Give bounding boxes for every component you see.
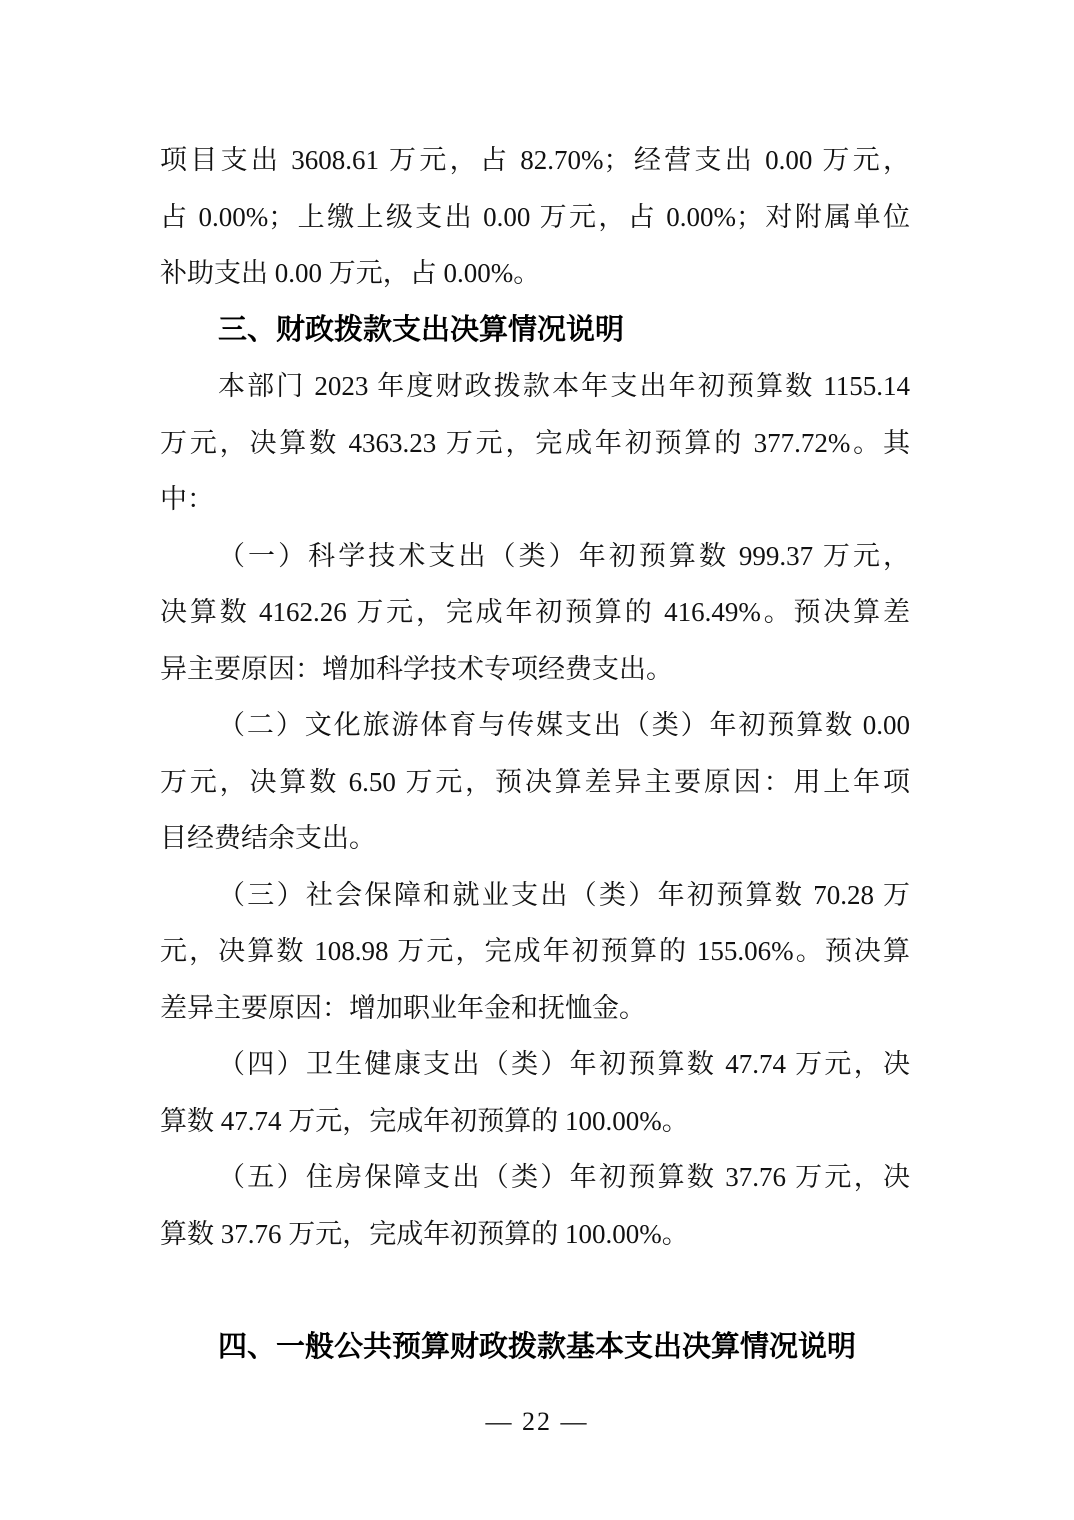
document-body (160, 132, 910, 1375)
body-line: 补助支出 0.00 万元，占 0.00%。 (160, 258, 541, 288)
body-line: （三）社会保障和就业支出（类）年初预算数 70.28 万 (218, 879, 910, 910)
body-line: 异主要原因：增加科学技术专项经费支出。 (160, 653, 673, 684)
body-line: 决算数 4162.26 万元，完成年初预算的 416.49%。预决算差 (160, 597, 910, 627)
body-line: 算数 37.76 万元，完成年初预算的 100.00%。 (160, 1218, 689, 1249)
body-line: 元，决算数 108.98 万元，完成年初预算的 155.06%。预决算 (160, 936, 910, 966)
section-4-heading: 四、一般公共预算财政拨款基本支出决算情况说明 (218, 1330, 857, 1363)
body-line: 万元，决算数 4363.23 万元，完成年初预算的 377.72%。其 (160, 427, 910, 458)
body-line: 中： (160, 484, 214, 514)
body-line: 目经费结余支出。 (160, 823, 376, 853)
page-number: — 22 — (485, 1407, 589, 1436)
body-line: 项目支出 3608.61 万元，占 82.70%；经营支出 0.00 万元， (160, 145, 910, 175)
body-line: （四）卫生健康支出（类）年初预算数 47.74 万元，决 (218, 1049, 910, 1079)
body-line: 本部门 2023 年度财政拨款本年支出年初预算数 1155.14 (218, 371, 910, 401)
body-line: 差异主要原因：增加职业年金和抚恤金。 (160, 992, 646, 1023)
blank-line (160, 1262, 910, 1319)
body-line: 占 0.00%；上缴上级支出 0.00 万元，占 0.00%；对附属单位 (160, 201, 910, 232)
body-line: （二）文化旅游体育与传媒支出（类）年初预算数 0.00 (218, 710, 910, 740)
body-line: （五）住房保障支出（类）年初预算数 37.76 万元，决 (218, 1162, 910, 1192)
section-3-heading: 三、财政拨款支出决算情况说明 (218, 313, 625, 346)
body-line: 万元，决算数 6.50 万元，预决算差异主要原因：用上年项 (160, 766, 910, 797)
body-line: （一）科学技术支出（类）年初预算数 999.37 万元， (218, 540, 910, 571)
body-line: 算数 47.74 万元，完成年初预算的 100.00%。 (160, 1105, 689, 1136)
